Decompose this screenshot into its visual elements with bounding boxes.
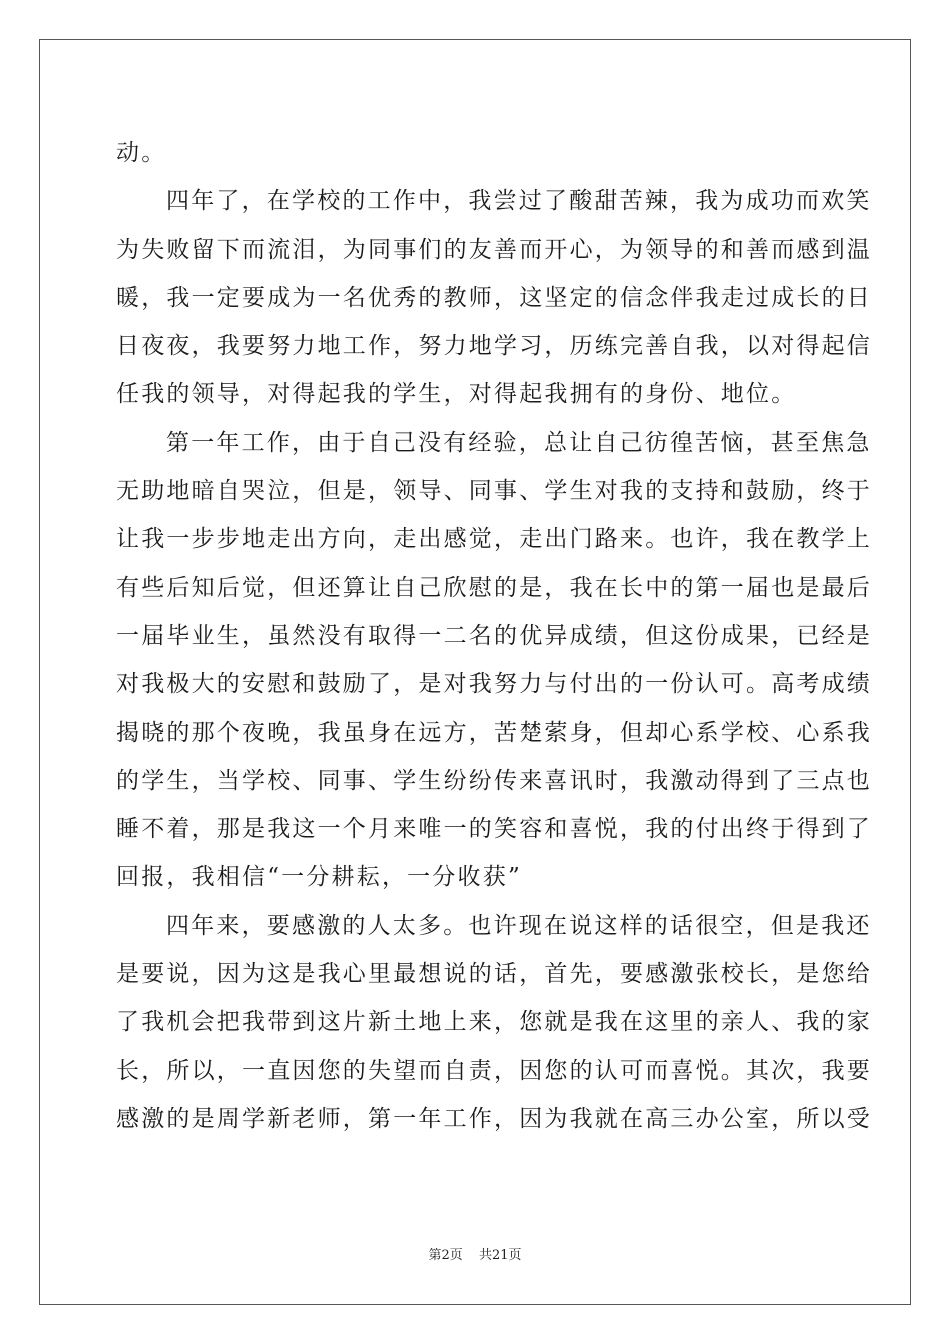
paragraph-first-line: 四年了，在学校的工作中，我尝过了酸甜苦辣，我为成功而欢笑 [166, 188, 872, 215]
text-line: 长，所以，一直因您的失望而自责，因您的认可而喜悦。其次，我要 [116, 1057, 872, 1084]
text-line: 一届毕业生，虽然没有取得一二名的优异成绩，但这份成果，已经是 [116, 622, 872, 649]
text-line: 有些后知后觉，但还算让自己欣慰的是，我在长中的第一届也是最后 [116, 574, 872, 601]
text-line: 了我机会把我带到这片新土地上来，您就是我在这里的亲人、我的家 [116, 1009, 872, 1036]
text-line: 任我的领导，对得起我的学生，对得起我拥有的身份、地位。 [116, 381, 797, 408]
document-body [116, 129, 872, 1143]
text-line: 揭晓的那个夜晚，我虽身在远方，苦楚萦身，但却心系学校、心系我 [116, 719, 872, 746]
text-line: 为失败留下而流泪，为同事们的友善而开心，为领导的和善而感到温 [116, 236, 872, 263]
text-line: 动。 [116, 140, 167, 166]
paragraph-first-line: 第一年工作，由于自己没有经验，总让自己彷徨苦恼，甚至焦急 [166, 429, 872, 456]
text-line: 让我一步步地走出方向，走出感觉，走出门路来。也许，我在教学上 [116, 526, 872, 553]
text-line: 回报，我相信“一分耕耘，一分收获” [116, 864, 522, 891]
text-line: 感激的是周学新老师，第一年工作，因为我就在高三办公室，所以受 [116, 1105, 872, 1132]
text-line: 无助地暗自哭泣，但是，领导、同事、学生对我的支持和鼓励，终于 [116, 478, 872, 505]
text-line: 对我极大的安慰和鼓励了，是对我努力与付出的一份认可。高考成绩 [116, 671, 872, 698]
total-pages: 共21页 [478, 1248, 522, 1263]
text-line: 睡不着，那是我这一个月来唯一的笑容和喜悦，我的付出终于得到了 [116, 816, 872, 843]
page-footer [0, 1246, 950, 1266]
text-line: 日夜夜，我要努力地工作，努力地学习，历练完善自我，以对得起信 [116, 333, 872, 360]
paragraph-first-line: 四年来，要感激的人太多。也许现在说这样的话很空，但是我还 [166, 912, 872, 939]
text-line: 暖，我一定要成为一名优秀的教师，这坚定的信念伴我走过成长的日 [116, 284, 872, 311]
page-number: 第2页 [428, 1248, 463, 1263]
text-line: 是要说，因为这是我心里最想说的话，首先，要感激张校长，是您给 [116, 961, 872, 988]
text-line: 的学生，当学校、同事、学生纷纷传来喜讯时，我激动得到了三点也 [116, 767, 872, 794]
